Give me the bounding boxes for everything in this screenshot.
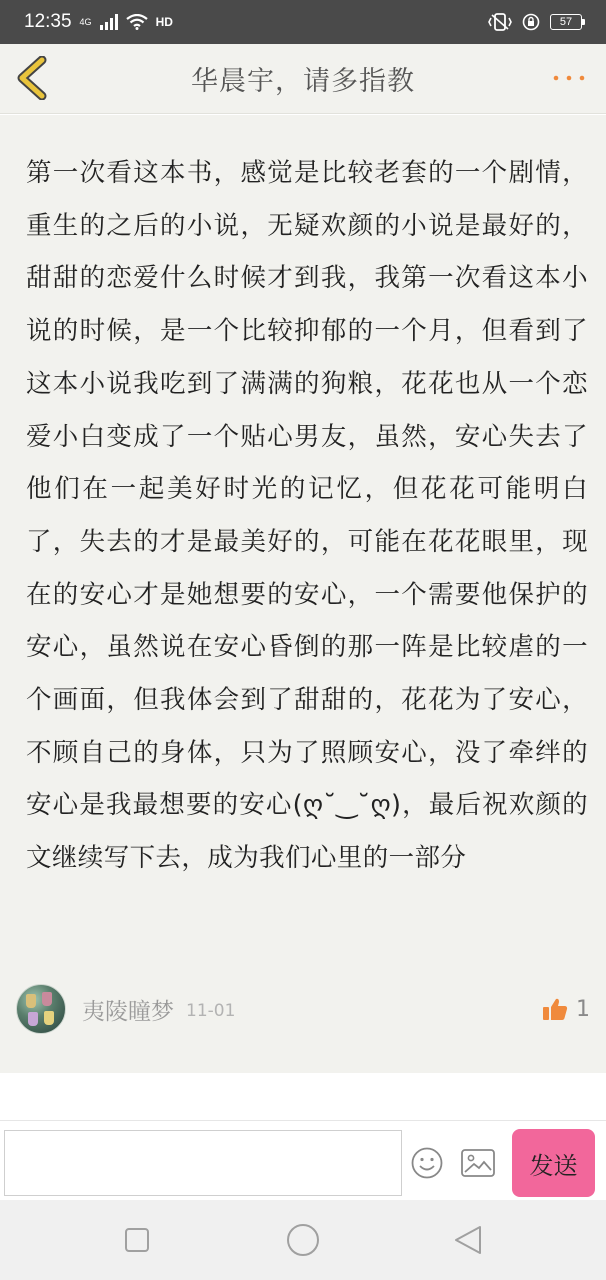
- hd-label: HD: [155, 14, 173, 29]
- avatar-cup-icon: [28, 1012, 38, 1026]
- page-title: 华晨宇，请多指教: [191, 66, 415, 97]
- recent-apps-button[interactable]: [124, 1227, 150, 1257]
- system-nav-bar: [0, 1200, 606, 1280]
- signal-icon: [100, 14, 118, 30]
- thumbs-up-icon: [542, 997, 568, 1021]
- battery-level: 57: [559, 16, 573, 28]
- triangle-back-icon: [453, 1224, 483, 1256]
- like-button[interactable]: [542, 997, 590, 1022]
- author-name[interactable]: 夷陵瞳梦: [82, 998, 174, 1025]
- back-button[interactable]: [14, 56, 54, 100]
- comment-body: 第一次看这本书，感觉是比较老套的一个剧情，重生的之后的小说，无疑欢颜的小说是最好的，甜甜的恋爱什么时候才到我，我第一次看这本小说的时候，是一个比较抑郁的一个月，但看到了这本小说我吃到了满满的狗粮，花花也从一个恋爱小白变成了一个贴心男友，虽然，安心失去了他们在一起美好时光的记忆，但花花可能明白了，失去的才是最美好的，可能在花花眼里，现在的安心才是她想要的安心，一个需要他保护的安心，虽然说在安心昏倒的那一阵是比较虐的一个画面，但我体会到了甜甜的，花花为了安心，不顾自己的身体，只为了照顾安心，没了牵绊的安心是我最想要的安心(ღ˘‿˘ღ)，最后祝欢颜的文继续写下去，成为我们心里的一部分: [26, 158, 588, 874]
- status-time: 12:35: [24, 11, 72, 32]
- status-left: [24, 11, 173, 33]
- vibrate-icon: [488, 13, 512, 31]
- square-icon: [124, 1227, 150, 1253]
- home-button[interactable]: [286, 1223, 320, 1261]
- comment-detail: [0, 115, 606, 1073]
- image-button[interactable]: [460, 1147, 496, 1179]
- lock-rotation-icon: [522, 13, 540, 31]
- reply-input[interactable]: [4, 1130, 402, 1196]
- emoji-button[interactable]: [410, 1146, 444, 1180]
- status-right: [488, 13, 582, 31]
- avatar-cup-icon: [42, 992, 52, 1006]
- status-bar: [0, 0, 606, 44]
- more-options-button[interactable]: [552, 66, 586, 90]
- like-count: 1: [576, 996, 590, 1022]
- wifi-icon: [126, 14, 148, 30]
- comment-date: 11-01: [186, 1001, 236, 1021]
- emoji-icon: [410, 1146, 444, 1180]
- system-back-button[interactable]: [453, 1224, 483, 1260]
- circle-icon: [286, 1223, 320, 1257]
- send-button[interactable]: 发送: [512, 1129, 595, 1197]
- network-type-label: 4G: [79, 16, 92, 27]
- top-nav-bar: [0, 44, 606, 114]
- battery-indicator: [550, 14, 582, 30]
- more-dots-icon: [552, 66, 586, 90]
- comment-author-row: [16, 983, 590, 1035]
- avatar[interactable]: [16, 984, 66, 1034]
- avatar-cup-icon: [44, 1011, 54, 1025]
- reply-input-bar: [0, 1120, 606, 1200]
- chevron-left-icon: [14, 56, 54, 100]
- avatar-cup-icon: [26, 994, 36, 1008]
- image-icon: [460, 1147, 496, 1179]
